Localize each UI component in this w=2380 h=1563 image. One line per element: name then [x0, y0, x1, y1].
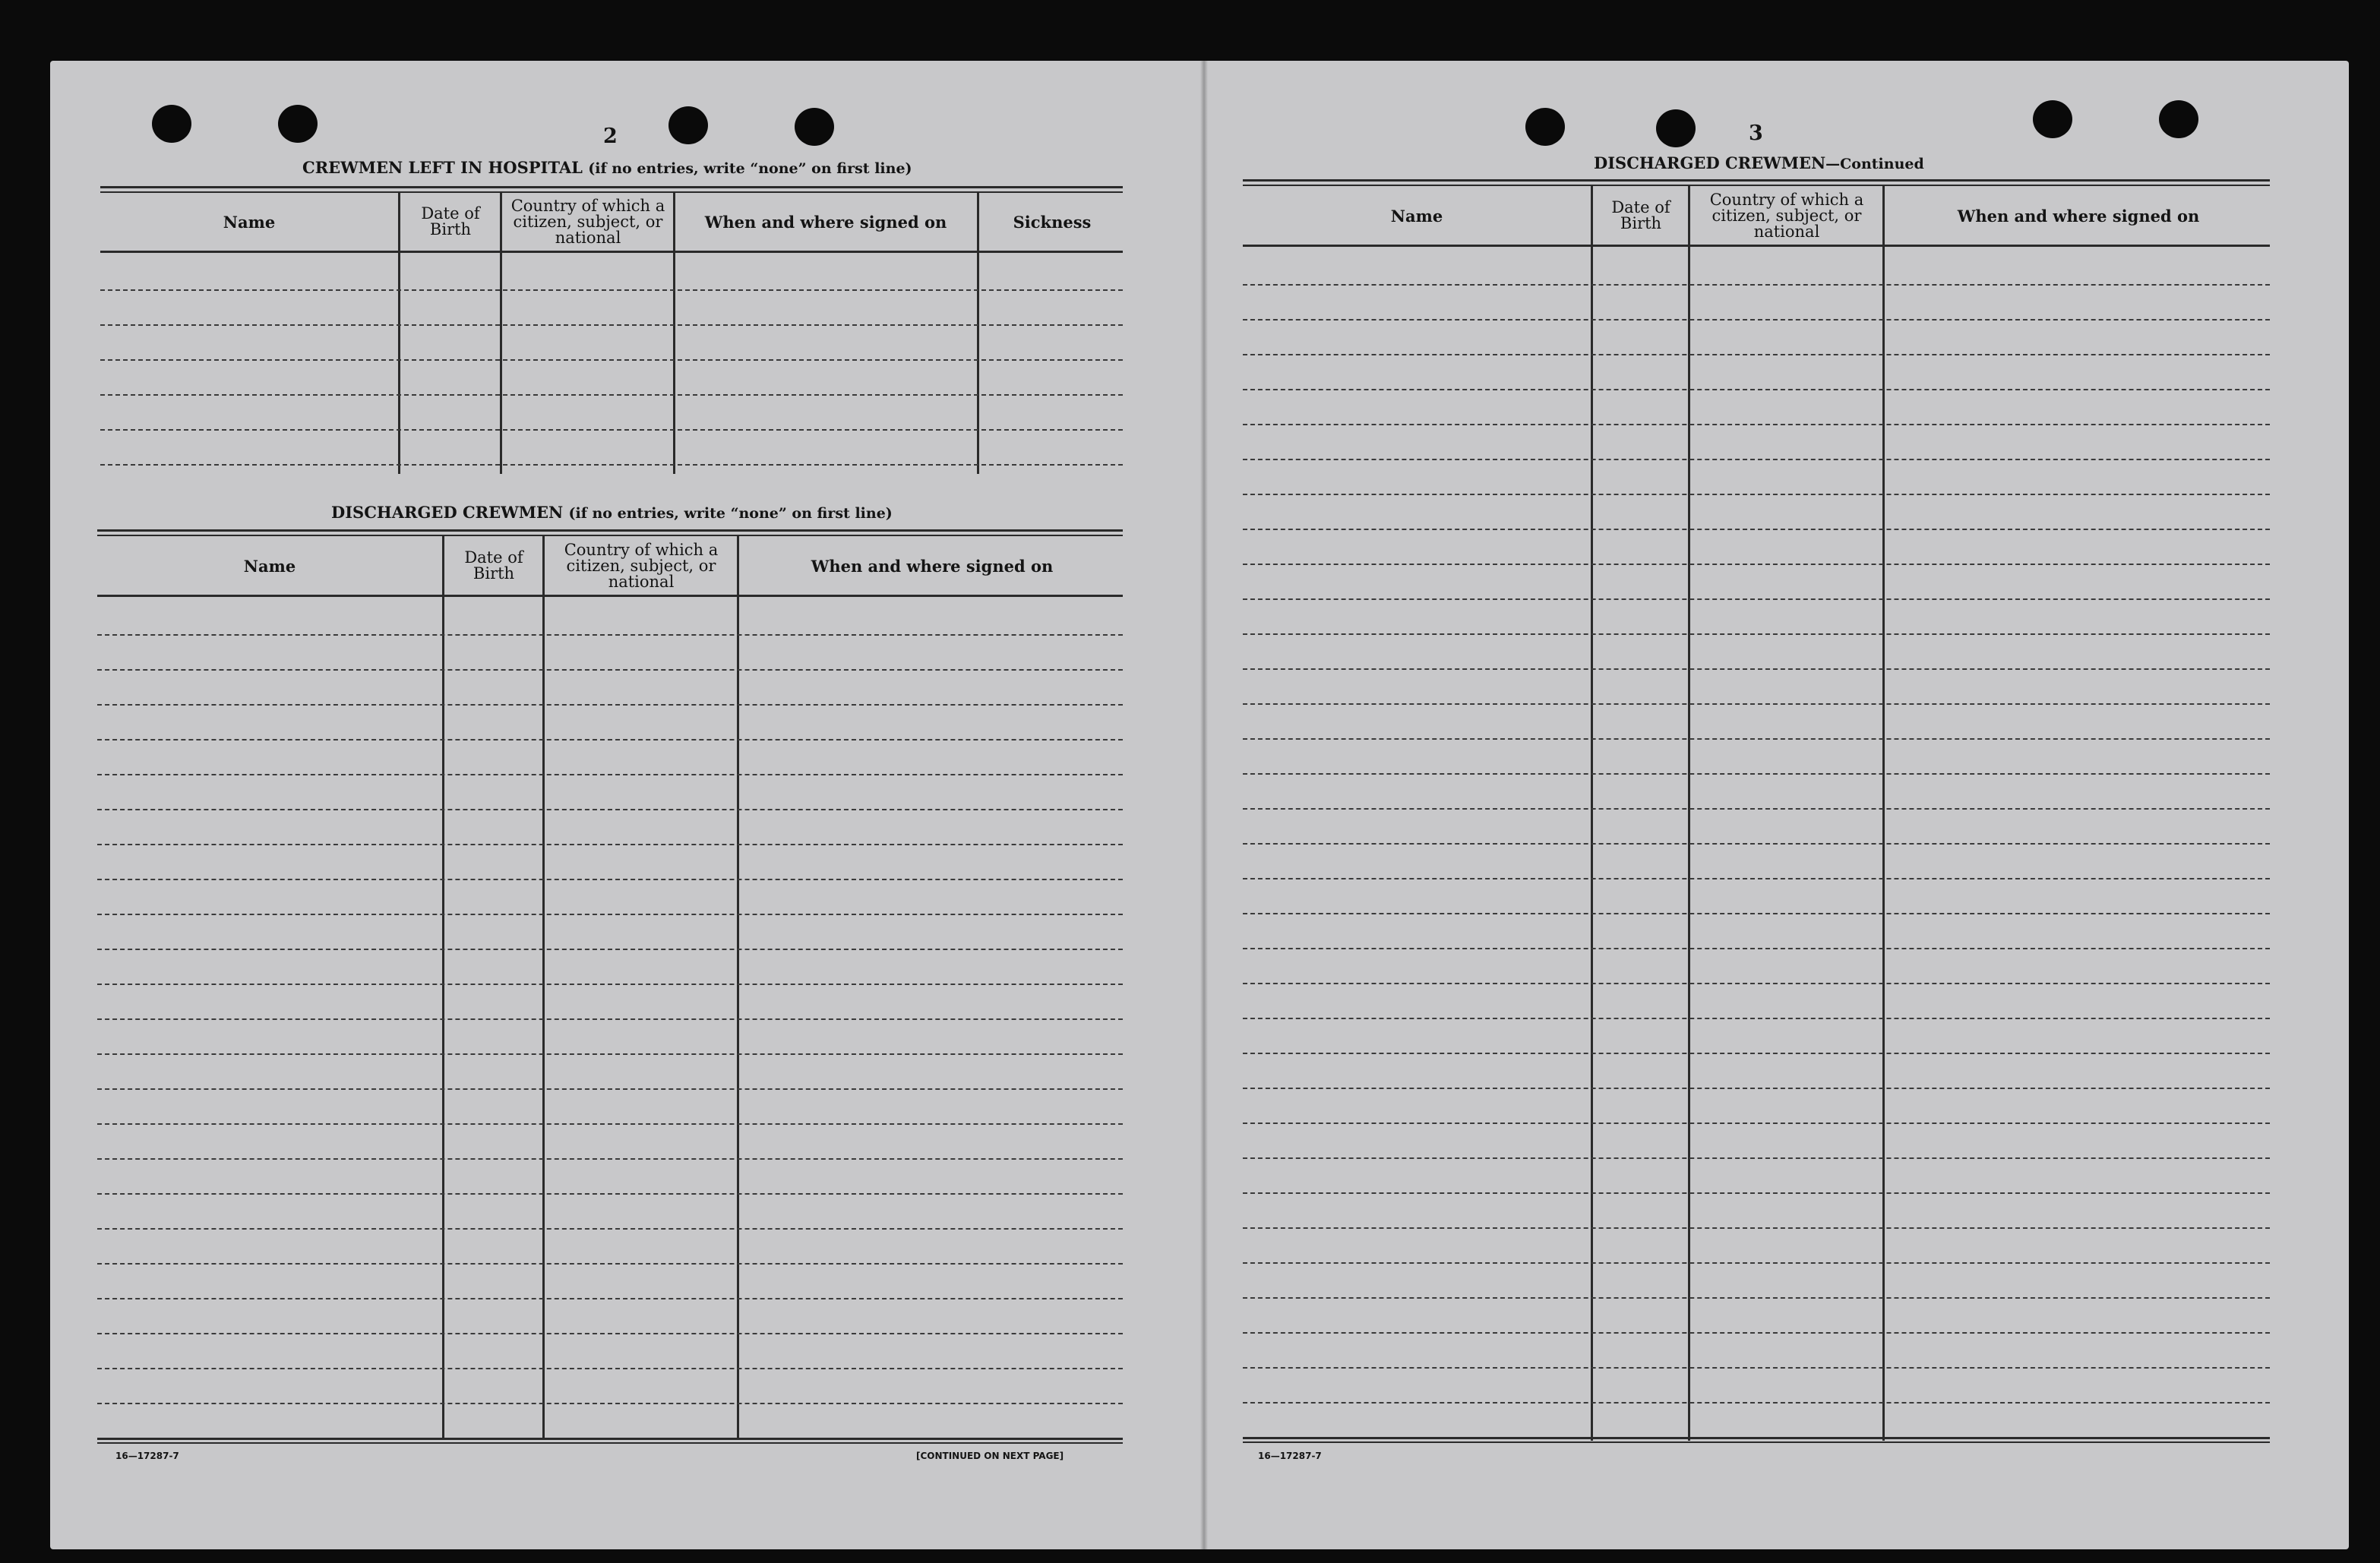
table-row[interactable]: [100, 324, 1123, 326]
discharged-table: [97, 529, 1123, 1441]
table-row[interactable]: [97, 1053, 1123, 1055]
center-fold: [1200, 61, 1208, 1549]
punch-hole: [2033, 100, 2072, 138]
table-row[interactable]: [1243, 529, 2270, 530]
table-row[interactable]: [1243, 633, 2270, 635]
hospital-table-heading: [302, 158, 912, 177]
discharged-continued-heading: [1594, 153, 1924, 172]
table-row[interactable]: [100, 429, 1123, 431]
table-row[interactable]: [100, 464, 1123, 466]
col-header-when-where-signed: When and where signed on: [704, 212, 947, 232]
table-row[interactable]: [97, 1193, 1123, 1195]
punch-hole: [795, 108, 834, 146]
table-row[interactable]: [1243, 284, 2270, 286]
table-row[interactable]: [100, 289, 1123, 291]
table-row[interactable]: [1243, 1297, 2270, 1299]
table-row[interactable]: [1243, 319, 2270, 320]
table-row[interactable]: [1243, 459, 2270, 460]
table-row[interactable]: [97, 914, 1123, 915]
table-row[interactable]: [1243, 773, 2270, 775]
table-row[interactable]: [97, 1263, 1123, 1265]
form-number-right: 16—17287-7: [1258, 1451, 1322, 1461]
col-header-when-where-signed: When and where signed on: [811, 556, 1054, 576]
table-row[interactable]: [1243, 703, 2270, 705]
table-row[interactable]: [97, 809, 1123, 810]
page-number-left: 2: [603, 125, 618, 148]
punch-hole: [278, 105, 318, 143]
table-row[interactable]: [100, 394, 1123, 396]
col-header-country: Country of which a citizen, subject, or national: [564, 540, 719, 591]
table-row[interactable]: [1243, 1123, 2270, 1124]
discharged-table-title: DISCHARGED CREWMEN: [331, 503, 564, 522]
table-row[interactable]: [97, 1228, 1123, 1230]
col-header-name: Name: [223, 212, 276, 232]
form-number-left: 16—17287-7: [115, 1451, 179, 1461]
punch-hole: [2159, 100, 2198, 138]
table-row[interactable]: [97, 1088, 1123, 1090]
table-row[interactable]: [1243, 1088, 2270, 1089]
table-row[interactable]: [97, 669, 1123, 671]
table-row[interactable]: [100, 359, 1123, 361]
discharged-continued-title: DISCHARGED CREWMEN: [1594, 153, 1826, 172]
table-row[interactable]: [1243, 738, 2270, 740]
hospital-table-title: CREWMEN LEFT IN HOSPITAL: [302, 158, 583, 177]
col-header-date-of-birth: Date of Birth: [1611, 198, 1670, 232]
table-row[interactable]: [97, 1333, 1123, 1334]
page-number-right: 3: [1749, 122, 1763, 145]
table-row[interactable]: [1243, 948, 2270, 949]
continued-note: [CONTINUED ON NEXT PAGE]: [916, 1451, 1064, 1461]
col-header-date-of-birth: Date of Birth: [464, 548, 523, 583]
table-row[interactable]: [1243, 494, 2270, 495]
table-row[interactable]: [97, 774, 1123, 775]
table-row[interactable]: [1243, 598, 2270, 600]
table-row[interactable]: [1243, 668, 2270, 670]
col-header-date-of-birth: Date of Birth: [421, 204, 480, 238]
table-row[interactable]: [97, 844, 1123, 845]
table-row[interactable]: [97, 949, 1123, 950]
table-row[interactable]: [1243, 843, 2270, 845]
table-row[interactable]: [1243, 1192, 2270, 1194]
punch-hole: [1656, 109, 1696, 147]
discharged-table-heading: [331, 503, 893, 522]
table-row[interactable]: [1243, 1367, 2270, 1369]
table-row[interactable]: [97, 704, 1123, 706]
table-row[interactable]: [1243, 1402, 2270, 1404]
table-row[interactable]: [1243, 808, 2270, 810]
table-row[interactable]: [97, 1298, 1123, 1299]
table-row[interactable]: [1243, 354, 2270, 355]
table-row[interactable]: [1243, 564, 2270, 565]
table-row[interactable]: [97, 739, 1123, 740]
hospital-table: [100, 186, 1123, 472]
discharged-continued-suffix: —Continued: [1825, 156, 1924, 172]
punch-hole: [152, 105, 191, 143]
table-row[interactable]: [1243, 913, 2270, 914]
col-header-name: Name: [243, 556, 296, 576]
table-row[interactable]: [1243, 1227, 2270, 1229]
col-header-when-where-signed: When and where signed on: [1957, 206, 2200, 226]
table-row[interactable]: [1243, 424, 2270, 425]
table-row[interactable]: [1243, 1157, 2270, 1159]
table-row[interactable]: [1243, 983, 2270, 984]
table-row[interactable]: [97, 1123, 1123, 1125]
table-row[interactable]: [1243, 878, 2270, 879]
table-row[interactable]: [97, 634, 1123, 636]
punch-hole: [668, 106, 708, 144]
table-row[interactable]: [97, 1158, 1123, 1160]
table-row[interactable]: [97, 1368, 1123, 1369]
col-header-sickness: Sickness: [1013, 212, 1092, 232]
table-row[interactable]: [1243, 389, 2270, 390]
table-row[interactable]: [1243, 1018, 2270, 1019]
table-row[interactable]: [1243, 1262, 2270, 1264]
discharged-table-instruction: (if no entries, write “none” on first line): [568, 505, 893, 522]
col-header-country: Country of which a citizen, subject, or national: [1709, 190, 1864, 241]
table-row[interactable]: [97, 984, 1123, 985]
table-row[interactable]: [97, 1403, 1123, 1404]
hospital-table-instruction: (if no entries, write “none” on first line): [588, 160, 912, 177]
table-row[interactable]: [97, 879, 1123, 880]
table-row[interactable]: [1243, 1332, 2270, 1334]
col-header-name: Name: [1390, 206, 1443, 226]
table-row[interactable]: [1243, 1053, 2270, 1054]
col-header-country: Country of which a citizen, subject, or national: [510, 196, 665, 247]
table-row[interactable]: [97, 1018, 1123, 1020]
punch-hole: [1525, 108, 1565, 146]
discharged-continued-table: [1243, 179, 2270, 1440]
